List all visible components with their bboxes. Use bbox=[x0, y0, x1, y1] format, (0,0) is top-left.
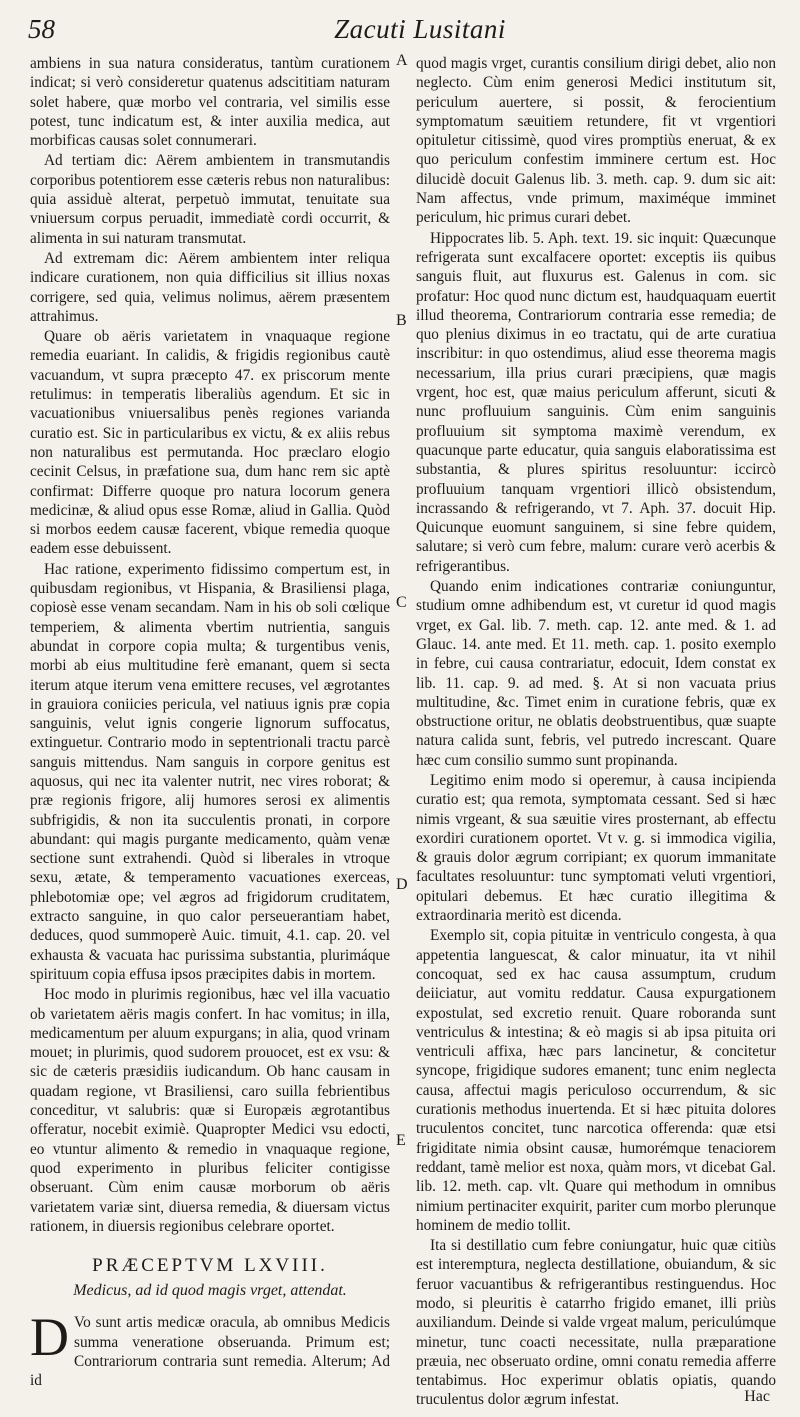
left-column bbox=[30, 54, 390, 1392]
paragraph: Hippocrates lib. 5. Aph. text. 19. sic inquit: Quæcunque refrigerata sunt excalfacere oportet: exceptis iis quibus sanguis fluit, aut fluxurus est. Galenus in com. sic profatur: Hoc quod nunc dictum est, haudquaquam euertit illud theorema, Contrariorum contraria esse remedia; de quo plenius diximus in eo tractatu, qui de arte curatiua inscribitur: in quo ostendimus, aliud esse theorema magis necessarium, illa prius curari præcipiens, quæ magis vrgent, hoc est, quæ maius periculum afferunt, sicuti & nunc profluuium sanguinis. Cùm enim sanguinis profluuium sit symptoma maximè verendum, ex quacunque parte educatur, quia sanguis elaboratissima est substantia, & plures spiritus resoluuntur: iccircò profluuium tanquam vrgentiori illicò obsistendum, incrassando & refrigerando, vt 7. Aph. 37. docuit Hip. Quicunque euomunt sanguinem, si sine febre quidem, salutare; si verò cum febre, malum: curare verò acerbis & refrigerantibus. bbox=[416, 229, 776, 575]
page-number: 58 bbox=[28, 14, 55, 44]
margin-letter-a: A bbox=[396, 52, 408, 69]
paragraph: ambiens in sua natura consideratus, tantùm curationem indicat; si verò consideretur quatenus adscititiam naturam solet habere, quæ morbo vel contraria, vel similis esse potest, tunc indicatum est, & inter auxilia medica, aut morbificas causas solet connumerari. bbox=[30, 55, 390, 150]
paragraph: Ad tertiam dic: Aërem ambientem in transmutandis corporibus potentiorem esse cæteris rebus non naturalibus: quia assiduè alterat, perpetuò immutat, tenuitate sua vniuersum corpus peruadit, immediatè cordi occurrit, & alimenta in sui naturam transmutat. bbox=[30, 152, 390, 247]
page-header bbox=[28, 14, 772, 50]
margin-letter-d: D bbox=[396, 876, 408, 893]
precept-title: PRÆCEPTVM LXVIII. bbox=[92, 1255, 328, 1277]
catchword: Hac bbox=[744, 1388, 770, 1405]
precept-opening bbox=[30, 1307, 390, 1390]
paragraph: Vo sunt artis medicæ oracula, ab omnibus Medicis summa veneratione obseruanda. Primum est; Contrariorum contraria sunt remedia. Alterum; Ad id bbox=[30, 1314, 390, 1390]
right-column bbox=[416, 54, 776, 1411]
margin-letter-b: B bbox=[396, 312, 407, 329]
paragraph: Quando enim indicationes contrariæ coniunguntur, studium omne adhibendum est, vt curetur id quod magis vrget, ex Gal. lib. 7. meth. cap. 12. ante med. & 1. ad Glauc. 14. ante med. Et 11. meth. cap. 1. posito exemplo in febre, cui causa contrariatur, edocuit, Idem constat ex lib. 11. cap. 9. ad med. §. At si non vacuata prius multitudine, &c. Timet enim in curatione febris, quæ ex obstructione oritur, ne oblatis deobstruentibus, quæ suapte natura calida sunt, febris, vel putredo increscant. Quare hæc cum consilio summo sunt propinanda. bbox=[416, 578, 776, 769]
paragraph: Ad extremam dic: Aërem ambientem inter reliqua indicare curationem, non quia difficilius sit illius noxas corrigere, sed quia, velimus nolimus, aërem præsentem attrahimus. bbox=[30, 249, 390, 325]
dropcap: D bbox=[30, 1307, 69, 1368]
paragraph: Quare ob aëris varietatem in vnaquaque regione remedia euariant. In calidis, & frigidis regionibus cautè vacuandum, vt supra præcepto 47. ex priscorum mente retulimus: in temperatis liberaliùs agendum. Et sic in vacuationibus vniuersalibus penès regiones varianda curatio est. Sic in particularibus ex victu, & ex aliis rebus non naturalibus est permutanda. Hoc præclaro elogio cecinit Celsus, in præfatione sua, dum hanc rem sic aptè confirmat: Differre quoque pro natura locorum genera medicinæ, & aliud opus esse Romæ, aliud in Gallia. Quòd si morbos eedem causæ facerent, vbique remedia quoque eadem esse debuissent. bbox=[30, 328, 390, 558]
margin-letter-c: C bbox=[396, 594, 407, 611]
running-title: Zacuti Lusitani bbox=[334, 14, 506, 44]
paragraph: quod magis vrget, curantis consilium dirigi debet, alio non neglecto. Cùm enim generosi Medici institutum sit, periculum auertere, si possit, & ferocientium symptomatum sæuitiem retundere, fit vt vrgentiori opituletur citissimè, quod vires promptiùs eneruat, & ex quo periculum confestim imminere certum est. Hoc dilucidè docuit Galenus lib. 3. meth. cap. 9. dum sic ait: Nam affectus, vnde primum, maximéque imminet periculum, hic primus curari debet. bbox=[416, 55, 776, 227]
precept-subtitle: Medicus, ad id quod magis vrget, attendat. bbox=[73, 1282, 347, 1300]
paragraph: Ita si destillatio cum febre coniungatur, huic quæ citiùs est interemptura, neglecta destillatione, obuiandum, & sic feruor vacuantibus & refrigerantibus restinguendus. Hoc modo, si pleuritis è catarrho frigido emanet, illi priùs auxiliandum. Deinde si valde vrgeat malum, periculúmque minetur, tunc coacti necessitate, nulla præparatione præuia, nec obseruato ordine, omni conatu remedia afferre tentabimus. Hoc experimur oblatis opiatis, quando truculentus dolor ægrum infestat. bbox=[416, 1237, 776, 1409]
paragraph: Legitimo enim modo si operemur, à causa incipienda curatio est; qua remota, symptomata cessant. Sed si hæc nimis vrgeant, & sua sæuitie vires prosternant, ab effectu exordiri curationem oportet. Vt v. g. si immodica vigilia, & grauis dolor ægrum corripiant; ex quorum immanitate facultates resoluuntur: tunc symptomati veluti vrgentiori, opitulari debemus. Et hæc curatio illegitima & extraordinaria meritò est dicenda. bbox=[416, 771, 776, 925]
paragraph: Hac ratione, experimento fidissimo compertum est, in quibusdam regionibus, vt Hispania, & Brasiliensi plaga, copiosè esse venam secandam. Nam in his ob soli cœlique temperiem, & alimenta vbertim nutrientia, sanguis abundat in corpore copia multa; & turgentibus venis, morbi ab eius multitudine ferè emanant, quem si secta iterum atque iterum vena emittere recuses, vel ægrotantes in grauiora coniicies pericula, vel natiuus ignis præ copia sanguinis, velut ignis congerie lignorum suffocatus, extinguetur. Contrario modo in septentrionali tractu parcè sanguis mittendus. Nam sanguis in corpore genitus est aquosus, qui nec ita valenter nutrit, nec vires roborat; & præ regionis frigore, alij humores serosi ex alimentis subfrigidis, & non ita succulentis pronati, in corpore abundant: qui magis purgante medicamento, quàm venæ sectione sunt extrahendi. Quòd si liberales in vtroque sexu, ætate, & temperamento vacuationes exerceas, phlebotomiæ ope; vel ægros ad frigidorum cruditatem, extracto sanguine, in quo calor perseuerantiam habet, deduces, quod summoperè Auic. timuit, 4.1. cap. 20. vel exhausta & vacuata hac purissima substantia, plurimáque spirituum copia effusa ipsos præcipites dabis in mortem. bbox=[30, 560, 390, 983]
paragraph: Exemplo sit, copia pituitæ in ventriculo congesta, à qua appetentia languescat, & calor minuatur, ita vt nihil concoquat, sed ex hac causa assumptum, crudum deiiciatur, aut vomitu reddatur. Causa expurgationem expostulat, sed excretio renuit. Quare roboranda sunt ventriculus & intestina; & eò magis si ab ipsa pituita ori ventriculi affixa, hæc pars lancinetur, & concitetur syncope, frigidique sudores emanent; tunc enim neglecta causa, affectui magis periculoso occurrendum, & sic curationis methodus inuertenda. Et si hæc pituita dolores truculentos concitet, tunc narcotica offerenda: quæ etsi frigiditate nimia obsint causæ, humorémque tenaciorem reddant, tamè melior est noxa, quàm mors, vt dicebat Gal. lib. 12. meth. cap. vlt. Quare qui methodum in omnibus nimium pertinaciter exquirit, pariter cum morbo plerunque hominem de medio tollit. bbox=[416, 927, 776, 1234]
margin-letter-e: E bbox=[396, 1132, 406, 1149]
paragraph: Hoc modo in plurimis regionibus, hæc vel illa vacuatio ob varietatem aëris magis confert. In hac vomitus; in illa, medicamentum per aluum expurgans; in alia, quod vrinam mouet; in plurimis, quod sudorem prouocet, est ex vsu: & sic de cæteris præsidiis iudicandum. Ob hanc causam in quadam regione, vt Brasiliensi, caro suilla febrientibus conceditur, vt salubris: quæ si Europæis ægrotantibus offeratur, nocebit eximiè. Quapropter Medici vsu edocti, eo vtuntur alimento & remedio in vnaquaque regione, quod experimento in pluribus feliciter contigisse obseruant. Cùm enim causæ morborum ob aëris varietatem variæ sint, diuersa remedia, & diuersam victus rationem, in diuersis regionibus celebrare oportet. bbox=[30, 986, 390, 1235]
